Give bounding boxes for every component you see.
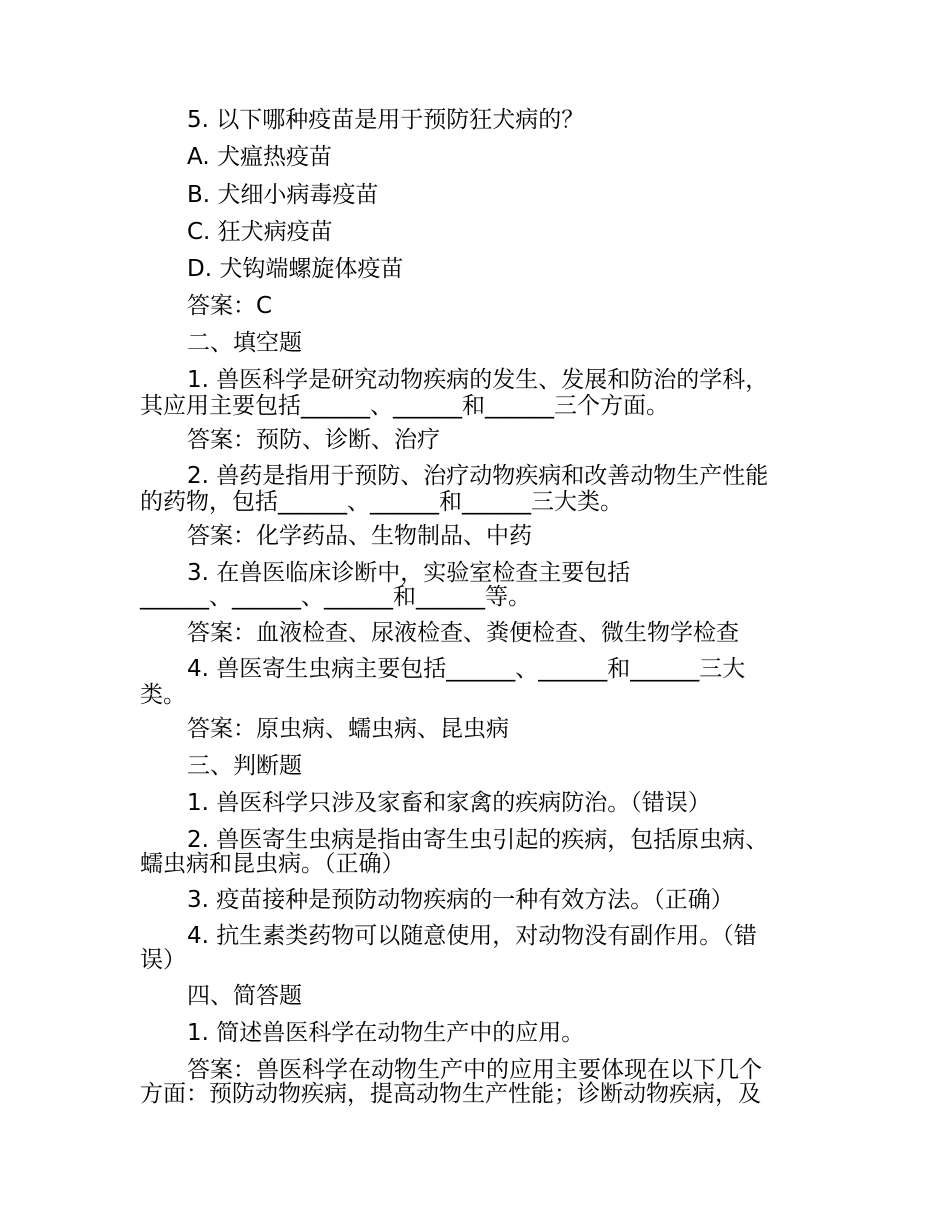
fill-question-1-line-1: 1. 兽医科学是研究动物疾病的发生、发展和防治的学科， (187, 367, 769, 393)
fill-answer-4: 答案：原虫病、蠕虫病、昆虫病 (187, 716, 509, 742)
true-false-question-3: 3. 疫苗接种是预防动物疾病的一种有效方法。（正确） (187, 887, 734, 913)
short-answer-line-2: 方面：预防动物疾病，提高动物生产性能；诊断动物疾病，及 (140, 1081, 761, 1107)
fill-answer-3: 答案：血液检查、尿液检查、粪便检查、微生物学检查 (187, 620, 739, 646)
true-false-question-2-line-1: 2. 兽医寄生虫病是指由寄生虫引起的疾病，包括原虫病、 (187, 827, 769, 853)
section-true-false-heading: 三、判断题 (187, 753, 302, 779)
true-false-question-1: 1. 兽医科学只涉及家畜和家禽的疾病防治。（错误） (187, 790, 711, 816)
true-false-question-4-line-2: 误） (140, 947, 186, 973)
fill-question-2-line-1: 2. 兽药是指用于预防、治疗动物疾病和改善动物生产性能 (187, 463, 769, 489)
section-short-answer-heading: 四、简答题 (187, 983, 302, 1009)
short-answer-line-1: 答案：兽医科学在动物生产中的应用主要体现在以下几个 (187, 1057, 762, 1083)
fill-answer-2: 答案：化学药品、生物制品、中药 (187, 523, 532, 549)
answer-question-5: 答案：C (187, 293, 273, 319)
option-a: A. 犬瘟热疫苗 (187, 144, 332, 170)
fill-question-3-line-1: 3. 在兽医临床诊断中，实验室检查主要包括 (187, 560, 631, 586)
option-c: C. 狂犬病疫苗 (187, 219, 333, 245)
true-false-question-4-line-1: 4. 抗生素类药物可以随意使用，对动物没有副作用。（错 (187, 923, 757, 949)
true-false-question-2-line-2: 蠕虫病和昆虫病。（正确） (140, 851, 405, 877)
fill-question-1-line-2: 其应用主要包括______、______和______三个方面。 (140, 393, 669, 419)
fill-question-3-line-2: ______、______、______和______等。 (140, 584, 531, 610)
fill-answer-1: 答案：预防、诊断、治疗 (187, 427, 440, 453)
fill-question-4-line-2: 类。 (140, 682, 186, 708)
short-answer-question-1: 1. 简述兽医科学在动物生产中的应用。 (187, 1020, 585, 1046)
fill-question-2-line-2: 的药物，包括______、______和______三大类。 (140, 489, 623, 515)
section-fill-in-heading: 二、填空题 (187, 330, 302, 356)
option-b: B. 犬细小病毒疫苗 (187, 182, 379, 208)
option-d: D. 犬钩端螺旋体疫苗 (187, 256, 404, 282)
question-5: 5. 以下哪种疫苗是用于预防狂犬病的？ (187, 107, 585, 133)
fill-question-4-line-1: 4. 兽医寄生虫病主要包括______、______和______三大 (187, 656, 746, 682)
